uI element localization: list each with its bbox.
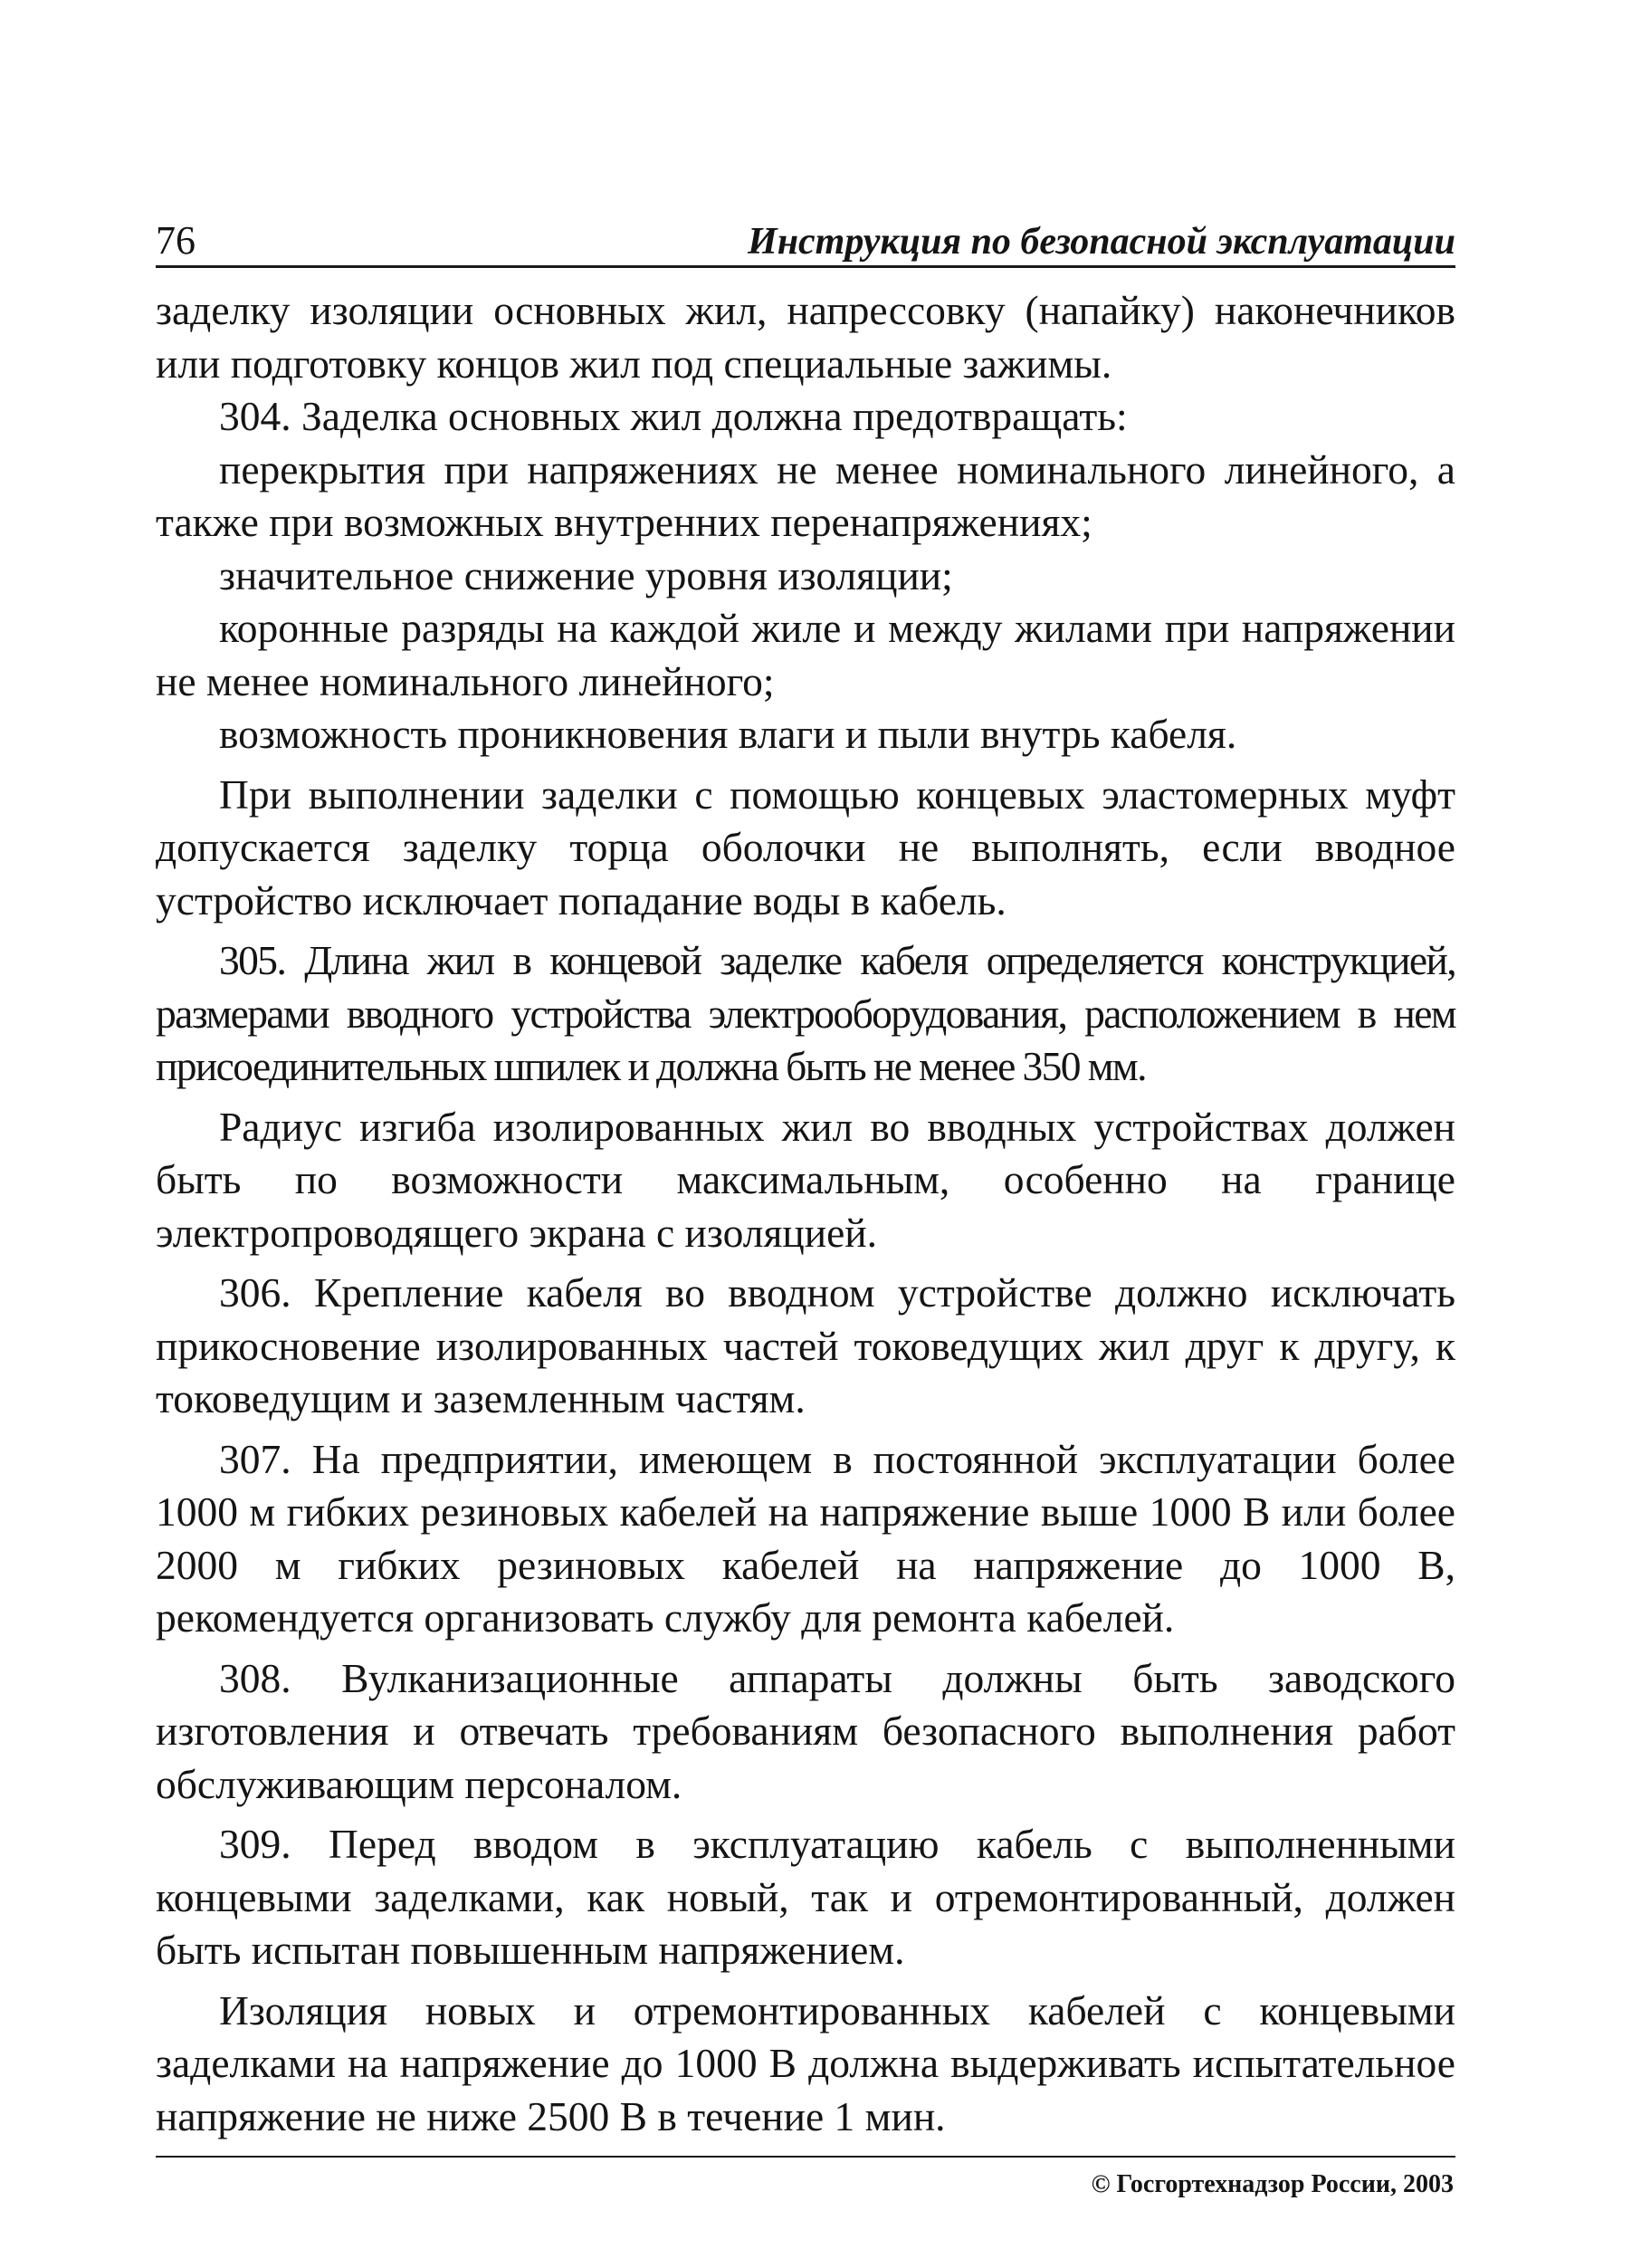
body-text (156, 284, 1455, 2143)
copyright-footer: © Госгортехнадзор России, 2003 (1091, 2170, 1454, 2198)
paragraph: 306. Крепление кабеля во вводном устройстве должно исключать прикосновение изолированных частей токоведущих жил друг к другу, к токоведущим и заземленным частям. (156, 1269, 1455, 1421)
paragraph: возможность проникновения влаги и пыли внутрь кабеля. (219, 711, 1237, 757)
paragraph: При выполнении заделки с помощью концевых эластомерных муфт допускается заделку торца оболочки не выполнять, если вводное устройство исключает попадание воды в кабель. (156, 770, 1455, 923)
paragraph: 309. Перед вводом в эксплуатацию кабель с выполненными концевыми заделками, как новый, так и отремонтированный, должен быть испытан повышенным напряжением. (156, 1821, 1455, 1973)
document-page (156, 217, 1455, 2199)
paragraph: 304. Заделка основных жил должна предотвращать: (219, 393, 1128, 439)
page-number: 76 (156, 218, 196, 263)
paragraph: 308. Вулканизационные аппараты должны быть заводского изготовления и отвечать требованиям безопасного выполнения работ обслуживающим персоналом. (156, 1654, 1455, 1807)
paragraph: 307. На предприятии, имеющем в постоянной эксплуатации более 1000 м гибких резиновых кабелей на напряжение выше 1000 В или более 2000 м гибких резиновых кабелей на напряжение до 1000 В, рекомендуется организовать службу для ремонта кабелей. (156, 1435, 1455, 1641)
paragraph: Изоляция новых и отремонтированных кабелей с концевыми заделками на напряжение до 1000 В должна выдерживать испытательное напряжение не ниже 2500 В в течение 1 мин. (156, 1986, 1455, 2139)
paragraph: значительное снижение уровня изоляции; (219, 551, 953, 598)
footer-divider (156, 2156, 1455, 2158)
paragraph: заделку изоляции основных жил, напрессовку (напайку) наконечников или подготовку концов жил под специальные зажимы. (156, 287, 1455, 387)
paragraph: Радиус изгиба изолированных жил во вводных устройствах должен быть по возможности максимальным, особенно на границе электропроводящего экрана с изоляцией. (156, 1103, 1455, 1256)
running-title: Инструкция по безопасной эксплуатации (748, 221, 1455, 263)
paragraph: перекрытия при напряжениях не менее номинального линейного, а также при возможных внутренних перенапряжениях; (156, 445, 1455, 545)
paragraph: 305. Длина жил в концевой заделке кабеля определяется конструкцией, размерами вводного устройства электрооборудования, расположением в нем присоединительных шпилек и должна быть не менее 350 мм. (156, 937, 1455, 1089)
page-header (156, 217, 1455, 268)
paragraph: коронные разряды на каждой жиле и между жилами при напряжении не менее номинального линейного; (156, 605, 1455, 704)
